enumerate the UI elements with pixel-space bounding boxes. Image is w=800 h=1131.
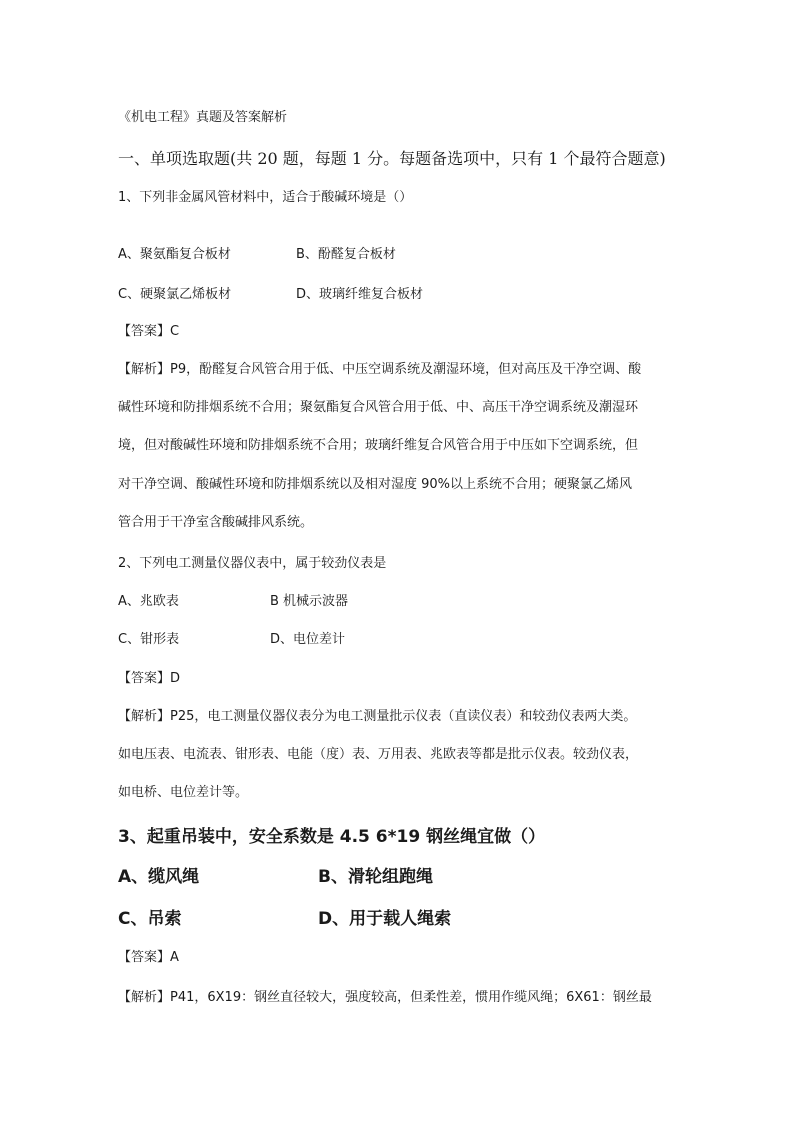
question-2-analysis-line: 【解析】P25，电工测量仪器仪表分为电工测量批示仪表（直读仪表）和较劲仪表两大类。 xyxy=(118,709,637,724)
question-1-option-c: C、硬聚氯乙烯板材 xyxy=(118,287,232,302)
question-3-option-a: A、缆风绳 xyxy=(118,867,200,887)
question-1-analysis-line: 境，但对酸碱性环境和防排烟系统不合用；玻璃纤维复合风管合用于中压如下空调系统，但 xyxy=(118,438,639,453)
question-1-stem: 1、下列非金属风管材料中，适合于酸碱环境是（） xyxy=(118,190,413,205)
question-2-option-a: A、兆欧表 xyxy=(118,594,179,609)
question-2-stem: 2、下列电工测量仪器仪表中，属于较劲仪表是 xyxy=(118,556,387,571)
section-heading: 一、单项选取题(共 20 题，每题 1 分。每题备选项中，只有 1 个最符合题意) xyxy=(118,149,666,168)
question-3-option-d: D、用于载人绳索 xyxy=(318,909,452,929)
question-1-option-a: A、聚氨酯复合板材 xyxy=(118,247,231,262)
question-2-analysis-line: 如电压表、电流表、钳形表、电能（度）表、万用表、兆欧表等都是批示仪表。较劲仪表， xyxy=(118,747,639,762)
question-1-answer: 【答案】C xyxy=(118,324,180,339)
question-1-option-d: D、玻璃纤维复合板材 xyxy=(296,287,424,302)
question-1-analysis-line: 【解析】P9，酚醛复合风管合用于低、中压空调系统及潮湿环境，但对高压及干净空调、酸 xyxy=(118,362,642,377)
question-3-option-c: C、吊索 xyxy=(118,909,182,929)
question-3-option-b: B、滑轮组跑绳 xyxy=(318,867,433,887)
question-1-analysis-line: 对干净空调、酸碱性环境和防排烟系统以及相对湿度 90%以上系统不合用；硬聚氯乙烯风 xyxy=(118,477,633,492)
question-1-analysis-line: 管合用于干净室含酸碱排风系统。 xyxy=(118,515,314,530)
question-2-answer: 【答案】D xyxy=(118,671,181,686)
question-3-answer: 【答案】A xyxy=(118,950,179,965)
question-2-option-b: B 机械示波器 xyxy=(270,594,349,609)
question-3-analysis-line: 【解析】P41，6X19：钢丝直径较大，强度较高，但柔性差，惯用作缆风绳；6X61：钢丝最 xyxy=(118,990,652,1005)
question-1-analysis-line: 碱性环境和防排烟系统不合用；聚氨酯复合风管合用于低、中、高压干净空调系统及潮湿环 xyxy=(118,400,639,415)
doc-title: 《机电工程》真题及答案解析 xyxy=(118,110,288,125)
question-2-option-c: C、钳形表 xyxy=(118,632,180,647)
question-3-stem: 3、起重吊装中，安全系数是 4.5 6*19 钢丝绳宜做（） xyxy=(118,827,546,847)
question-1-option-b: B、酚醛复合板材 xyxy=(296,247,396,262)
question-2-option-d: D、电位差计 xyxy=(270,632,346,647)
question-2-analysis-line: 如电桥、电位差计等。 xyxy=(118,785,249,800)
